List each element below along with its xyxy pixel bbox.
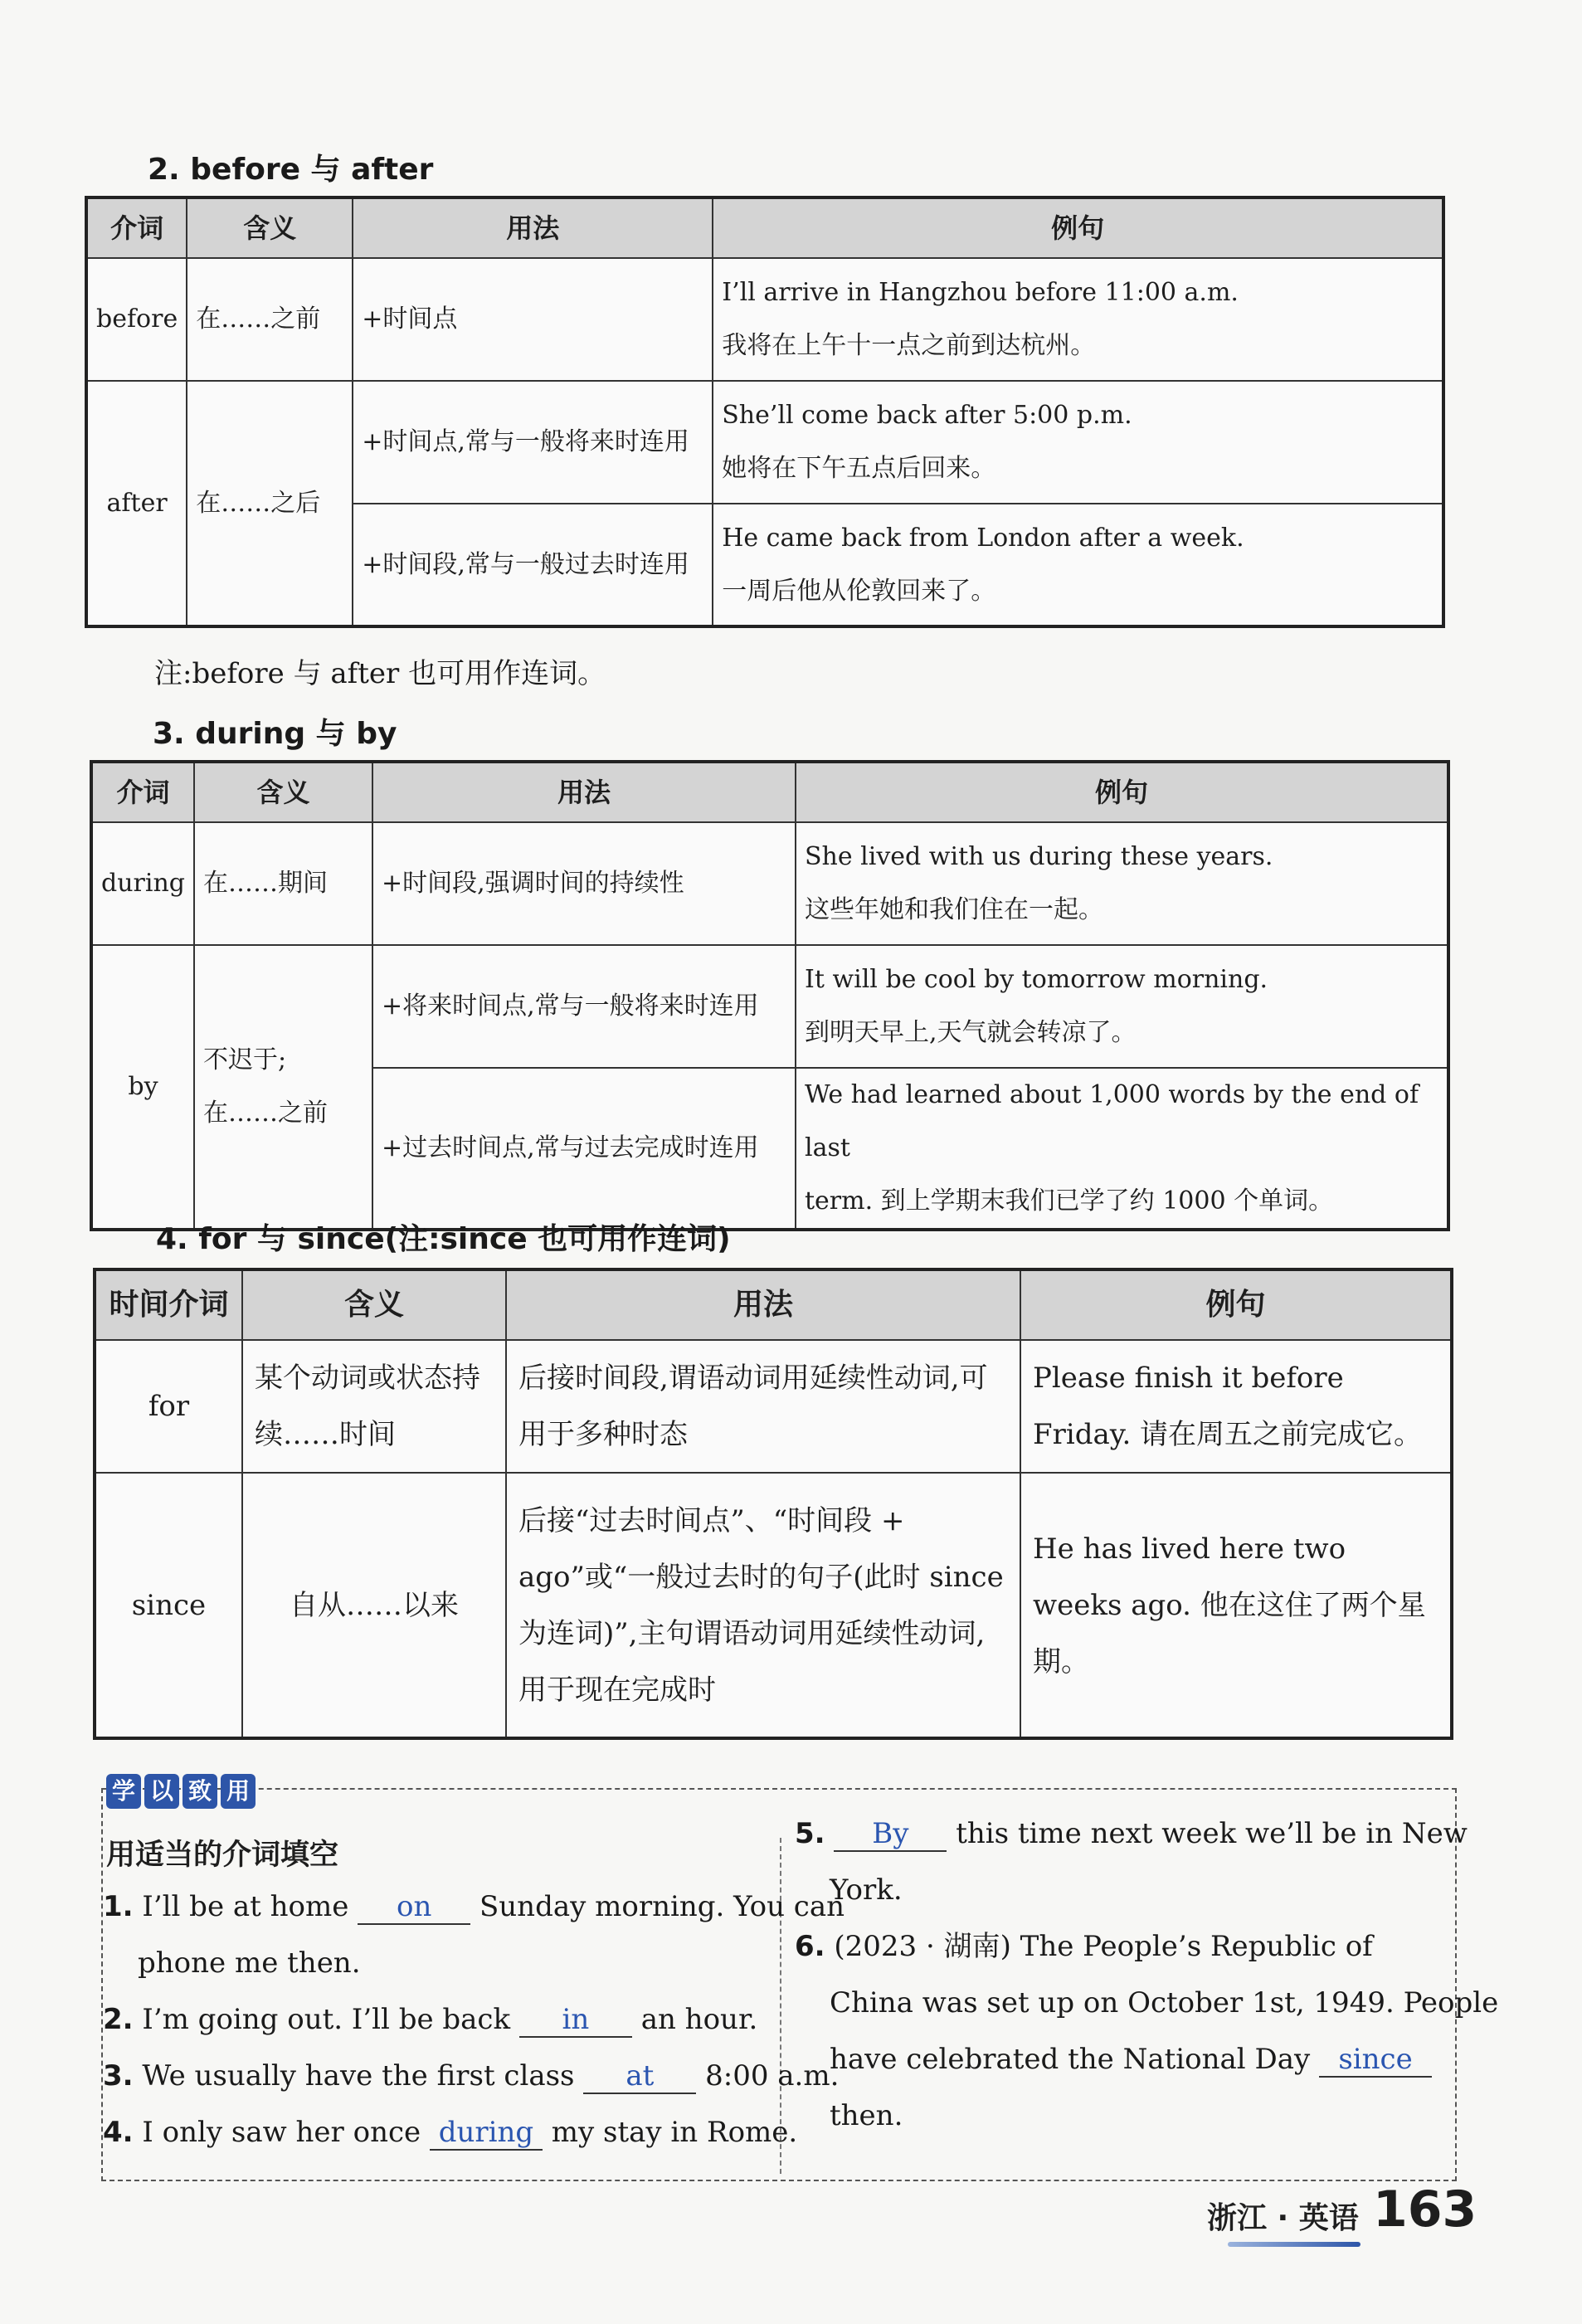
question-5-post: this time next week we’ll be in New bbox=[956, 1817, 1468, 1850]
example-after-2-cn: 一周后他从伦敦回来了。 bbox=[722, 576, 996, 606]
question-2 bbox=[103, 2003, 757, 2038]
usage-for: 后接时间段,谓语动词用延续性动词,可用于多种时态 bbox=[506, 1340, 1020, 1473]
header-meaning: 含义 bbox=[194, 762, 372, 822]
question-6-line-4: then. bbox=[830, 2099, 903, 2132]
prep-since: since bbox=[95, 1473, 242, 1738]
badge-char-1: 学 bbox=[106, 1774, 141, 1809]
question-3-num: 3. bbox=[103, 2059, 134, 2093]
badge-char-4: 用 bbox=[221, 1774, 256, 1809]
meaning-after: 在……之后 bbox=[187, 381, 353, 626]
badge-char-2: 以 bbox=[144, 1774, 179, 1809]
example-by-2 bbox=[796, 1068, 1448, 1230]
example-during bbox=[796, 822, 1448, 945]
header-usage: 用法 bbox=[506, 1269, 1020, 1340]
question-1 bbox=[103, 1890, 845, 1925]
header-example: 例句 bbox=[796, 762, 1448, 822]
example-by-1-cn: 到明天早上,天气就会转凉了。 bbox=[805, 1018, 1137, 1047]
header-meaning: 含义 bbox=[242, 1269, 506, 1340]
page-number: 163 bbox=[1373, 2180, 1477, 2239]
answer-6: since bbox=[1319, 2043, 1432, 2078]
footer-underline bbox=[1228, 2242, 1361, 2247]
question-3-post: 8:00 a.m. bbox=[705, 2059, 840, 2093]
example-after-1 bbox=[713, 381, 1443, 504]
example-by-2-en: We had learned about 1,000 words by the end of last bbox=[805, 1080, 1419, 1162]
header-usage: 用法 bbox=[353, 197, 713, 258]
badge-char-3: 致 bbox=[183, 1774, 217, 1809]
question-1-pre: I’ll be at home bbox=[142, 1890, 349, 1923]
example-by-2-cn: term. 到上学期末我们已学了约 1000 个单词。 bbox=[805, 1186, 1334, 1216]
footer-label: 浙江 · 英语 bbox=[1207, 2201, 1359, 2235]
section-2-note: 注:before 与 after 也可用作连词。 bbox=[154, 657, 606, 690]
header-example: 例句 bbox=[713, 197, 1443, 258]
for-since-table bbox=[93, 1268, 1453, 1740]
section-3-heading: 3. during 与 by bbox=[153, 717, 397, 751]
answer-3: at bbox=[583, 2059, 696, 2094]
xue-yi-zhi-yong-badge bbox=[106, 1774, 256, 1809]
section-4-heading: 4. for 与 since(注:since 也可用作连词) bbox=[156, 1222, 731, 1256]
meaning-since: 自从……以来 bbox=[242, 1473, 506, 1738]
question-6-line-1: (2023 · 湖南) The People’s Republic of bbox=[834, 1930, 1373, 1963]
before-after-table bbox=[85, 196, 1445, 628]
question-3 bbox=[103, 2059, 839, 2094]
example-during-en: She lived with us during these years. bbox=[805, 842, 1273, 871]
section-2-heading: 2. before 与 after bbox=[148, 153, 434, 187]
example-during-cn: 这些年她和我们住在一起。 bbox=[805, 895, 1103, 924]
header-meaning: 含义 bbox=[187, 197, 353, 258]
example-after-1-cn: 她将在下午五点后回来。 bbox=[722, 454, 996, 483]
usage-since: 后接“过去时间点”、“时间段 + ago”或“一般过去时的句子(此时 since 为连词)”,主句谓语动词用延续性动词,用于现在完成时 bbox=[506, 1473, 1020, 1738]
meaning-for: 某个动词或状态持续……时间 bbox=[242, 1340, 506, 1473]
question-5-num: 5. bbox=[795, 1817, 825, 1850]
header-prep: 介词 bbox=[86, 197, 187, 258]
answer-1: on bbox=[358, 1890, 470, 1925]
question-6-line-3-pre: have celebrated the National Day bbox=[830, 2043, 1311, 2076]
question-4-post: my stay in Rome. bbox=[551, 2116, 798, 2149]
header-prep: 介词 bbox=[91, 762, 194, 822]
example-since: He has lived here two weeks ago. 他在这住了两个星期。 bbox=[1020, 1473, 1452, 1738]
usage-during: +时间段,强调时间的持续性 bbox=[372, 822, 796, 945]
during-by-table bbox=[90, 760, 1450, 1231]
example-for: Please finish it before Friday. 请在周五之前完成它。 bbox=[1020, 1340, 1452, 1473]
question-6 bbox=[795, 1930, 1373, 1963]
usage-after-1: +时间点,常与一般将来时连用 bbox=[353, 381, 713, 504]
answer-4: during bbox=[430, 2116, 543, 2151]
prep-during: during bbox=[91, 822, 194, 945]
question-6-line-3 bbox=[830, 2043, 1432, 2078]
meaning-before: 在……之前 bbox=[187, 258, 353, 381]
example-after-2 bbox=[713, 504, 1443, 626]
question-4-pre: I only saw her once bbox=[142, 2116, 421, 2149]
question-3-pre: We usually have the first class bbox=[142, 2059, 575, 2093]
question-6-num: 6. bbox=[795, 1930, 825, 1963]
prep-after: after bbox=[86, 381, 187, 626]
question-4-num: 4. bbox=[103, 2116, 134, 2149]
usage-by-1: +将来时间点,常与一般将来时连用 bbox=[372, 945, 796, 1068]
question-2-pre: I’m going out. I’ll be back bbox=[142, 2003, 511, 2036]
example-after-1-en: She’ll come back after 5:00 p.m. bbox=[722, 401, 1132, 430]
meaning-during: 在……期间 bbox=[194, 822, 372, 945]
example-by-1 bbox=[796, 945, 1448, 1068]
prep-for: for bbox=[95, 1340, 242, 1473]
exercise-title: 用适当的介词填空 bbox=[106, 1839, 339, 1872]
question-4 bbox=[103, 2116, 797, 2151]
question-5 bbox=[795, 1817, 1468, 1852]
header-usage: 用法 bbox=[372, 762, 796, 822]
question-1-cont: phone me then. bbox=[138, 1946, 361, 1980]
usage-before: +时间点 bbox=[353, 258, 713, 381]
example-before bbox=[713, 258, 1443, 381]
question-1-post: Sunday morning. You can bbox=[479, 1890, 845, 1923]
header-example: 例句 bbox=[1020, 1269, 1452, 1340]
example-before-en: I’ll arrive in Hangzhou before 11:00 a.m. bbox=[722, 278, 1239, 307]
example-after-2-en: He came back from London after a week. bbox=[722, 523, 1244, 553]
answer-5: By bbox=[834, 1817, 947, 1852]
question-2-post: an hour. bbox=[640, 2003, 758, 2036]
meaning-by bbox=[194, 945, 372, 1230]
header-time-prep: 时间介词 bbox=[95, 1269, 242, 1340]
prep-before: before bbox=[86, 258, 187, 381]
meaning-by-1: 不迟于; bbox=[203, 1045, 287, 1074]
example-before-cn: 我将在上午十一点之前到达杭州。 bbox=[722, 331, 1096, 360]
question-2-num: 2. bbox=[103, 2003, 134, 2036]
meaning-by-2: 在……之前 bbox=[203, 1099, 328, 1128]
question-5-cont: York. bbox=[830, 1873, 903, 1907]
question-1-num: 1. bbox=[103, 1890, 134, 1923]
question-6-line-2: China was set up on October 1st, 1949. People bbox=[830, 1986, 1499, 2019]
prep-by: by bbox=[91, 945, 194, 1230]
usage-by-2: +过去时间点,常与过去完成时连用 bbox=[372, 1068, 796, 1230]
answer-2: in bbox=[519, 2003, 632, 2038]
example-by-1-en: It will be cool by tomorrow morning. bbox=[805, 965, 1268, 994]
usage-after-2: +时间段,常与一般过去时连用 bbox=[353, 504, 713, 626]
